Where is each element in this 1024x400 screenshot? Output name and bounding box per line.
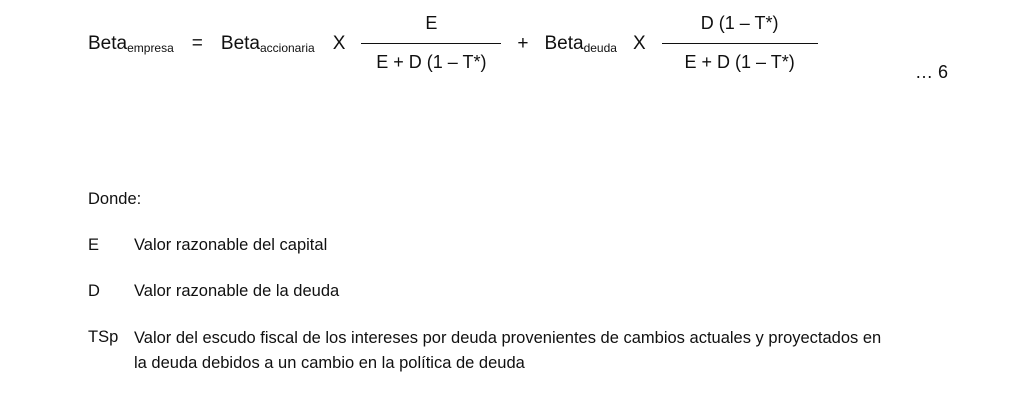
legend-symbol: E bbox=[88, 235, 100, 254]
beta-empresa-term bbox=[88, 33, 174, 56]
beta-accionaria-base: Beta bbox=[220, 33, 260, 55]
legend-item bbox=[88, 280, 888, 304]
legend-description: Valor razonable de la deuda bbox=[134, 281, 340, 300]
fraction-1-numerator: E bbox=[425, 13, 438, 33]
legend-block bbox=[88, 188, 888, 375]
legend-description: Valor del escudo fiscal de los intereses por deuda provenientes de cambios actuales y proyectados en la deuda debidos a un cambio en la política de deuda bbox=[134, 328, 882, 372]
legend-symbol: D bbox=[88, 281, 100, 300]
equation-number: … 6 bbox=[915, 62, 949, 82]
fraction-2-numerator: D (1 – T*) bbox=[700, 13, 779, 33]
fraction-2 bbox=[662, 14, 818, 73]
fraction-2-denominator: E + D (1 – T*) bbox=[684, 52, 795, 73]
beta-deuda-term bbox=[544, 33, 617, 56]
beta-deuda-subscript: deuda bbox=[583, 41, 617, 56]
legend-heading: Donde: bbox=[88, 190, 142, 208]
beta-empresa-subscript: empresa bbox=[127, 41, 174, 56]
legend-item bbox=[88, 234, 888, 258]
multiply-sign-1: X bbox=[332, 32, 346, 54]
legend-item bbox=[88, 326, 888, 376]
beta-accionaria-term bbox=[220, 33, 315, 56]
beta-empresa-base: Beta bbox=[88, 33, 128, 55]
beta-accionaria-subscript: accionaria bbox=[259, 41, 315, 56]
legend-symbol: TSp bbox=[88, 327, 119, 346]
equals-sign: = bbox=[191, 32, 203, 54]
fraction-1-denominator: E + D (1 – T*) bbox=[376, 52, 487, 73]
beta-deuda-base: Beta bbox=[544, 33, 584, 55]
legend-description: Valor razonable del capital bbox=[134, 235, 328, 254]
multiply-sign-2: X bbox=[632, 32, 646, 54]
plus-sign: + bbox=[517, 32, 529, 54]
beta-formula bbox=[88, 14, 818, 73]
fraction-1 bbox=[361, 14, 501, 73]
